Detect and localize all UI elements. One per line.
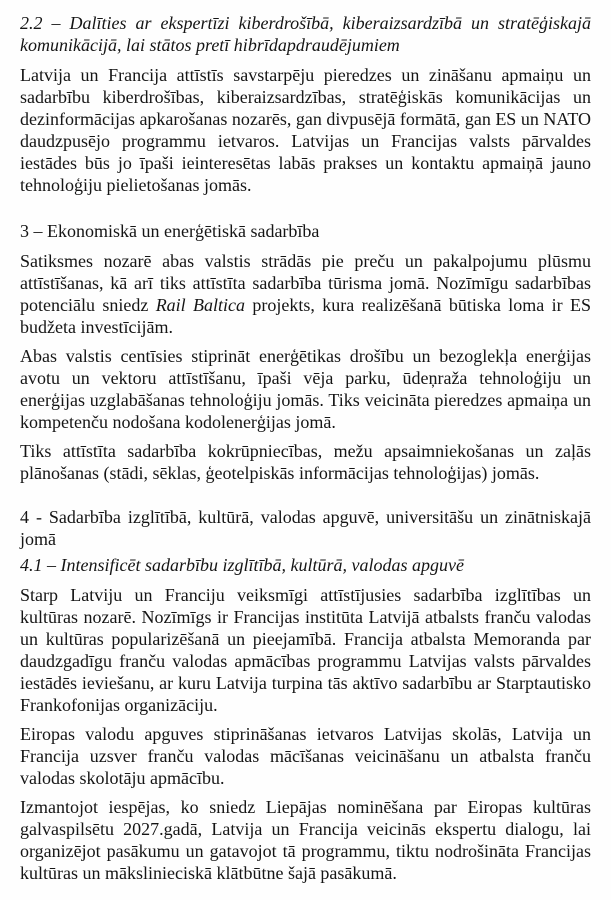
paragraph-forestry: Tiks attīstīta sadarbība kokrūpniecības, mežu apsaimniekošanas un zaļās plānošanas (stādi, sēklas, ģeotelpiskās informācijas tehnoloģijas) jomās. <box>20 441 591 483</box>
paragraph-energy: Abas valstis centīsies stiprināt enerģētikas drošību un bezoglekļa enerģijas avotu un vektoru attīstīšanu, īpaši vēja parku, ūdeņraža tehnoloģiju un enerģijas uzglabāšanas tehnoloģiju jomās. Tiks veicināta pieredzes apmaiņa un kompetenču nodošana kodolenerģijas jomā. <box>20 346 591 432</box>
section-heading-4-1: 4.1 – Intensificēt sadarbību izglītībā, kultūrā, valodas apguvē <box>20 555 464 575</box>
section-heading-4: 4 - Sadarbība izglītībā, kultūrā, valodas apguvē, universitāšu un zinātniskajā jomā <box>20 507 591 549</box>
rail-baltica-project-name: Rail Baltica <box>155 295 246 315</box>
paragraph-liepaja-culture-capital: Izmantojot iespējas, ko sniedz Liepājas nominēšana par Eiropas kultūras galvaspilsētu 2027.gadā, Latvija un Francija veicinās ekspertu dialogu, lai organizējot pasākumu un gatavojot tā programmu, tiktu nodrošināta Francijas kultūras un mākslinieciskā klātbūtne šajā pasākumā. <box>20 797 591 883</box>
section-heading-2-2: 2.2 – Dalīties ar ekspertīzi kiberdrošībā, kiberaizsardzībā un stratēģiskajā komunikācijā, lai stātos pretī hibrīdapdraudējumiem <box>20 13 591 55</box>
paragraph-language-learning: Eiropas valodu apguves stiprināšanas ietvaros Latvijas skolās, Latvija un Francija uzsver franču valodas mācīšanas veicināšanu un atbalsta franču valodas skolotāju apmācību. <box>20 724 591 788</box>
paragraph-transport-text-before: Satiksmes nozarē abas valstis strādās pie preču un pakalpojumu plūsmu attīstīšanas, kā arī tiks attīstīta sadarbība tūrisma jomā. Nozīmīgu sadarbības potenciālu sniedz <box>20 251 591 315</box>
paragraph-cyber-cooperation: Latvija un Francija attīstīs savstarpēju pieredzes un zināšanu apmaiņu un sadarbību kiberdrošības, kiberaizsardzības, stratēģiskās komunikācijas un dezinformācijas apkarošanas nozarēs, gan divpusējā formātā, gan ES un NATO daudzpusējo programmu ietvaros. Latvijas un Francijas valsts pārvaldes iestādes būs jo īpaši ieinteresētas labās prakses un kontaktu apmaiņā jauno tehnoloģiju pielietošanas jomās. <box>20 65 591 195</box>
section-heading-3: 3 – Ekonomiskā un enerģētiskā sadarbība <box>20 221 320 241</box>
paragraph-transport <box>20 250 591 338</box>
paragraph-education-culture: Starp Latviju un Franciju veiksmīgi attīstījusies sadarbība izglītības un kultūras nozarē. Nozīmīgs ir Francijas institūta Latvijā atbalsts franču valodas un kultūras popularizēšanā un pieejamībā. Francija atbalsta Memoranda par daudzgadīgu franču valodas apmācības programmu Latvijas valsts pārvaldes iestādēs ieviešanu, ar kuru Latvija turpina tās aktīvo sadarbību ar Starptautisko Frankofonijas organizāciju. <box>20 585 591 715</box>
paragraph-transport-text-after: projekts, kura realizēšanā būtiska loma ir ES budžeta investīcijām. <box>20 295 591 337</box>
